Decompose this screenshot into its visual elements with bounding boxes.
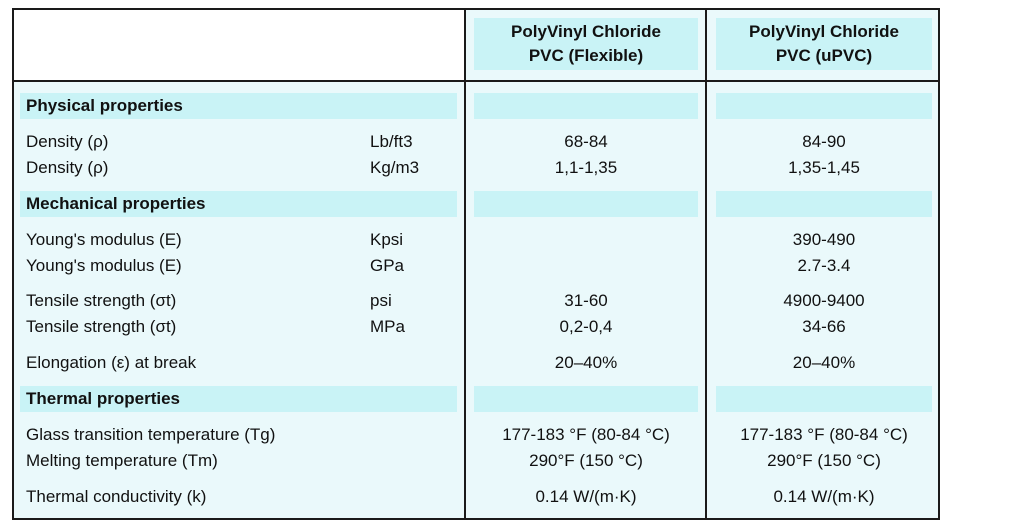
row-label-glass-transition: Glass transition temperature (Tg) — [26, 425, 276, 444]
section-title-mechanical: Mechanical properties — [26, 194, 206, 213]
value-upvc-elongation: 20–40% — [792, 353, 856, 372]
row-label-density: Density (ρ) — [26, 158, 109, 177]
row-label-youngs-modulus: Young's modulus (E) — [26, 256, 182, 275]
column-header-upvc-line2: PVC (uPVC) — [775, 46, 873, 65]
row-label-tensile-strength: Tensile strength (σt) — [26, 317, 177, 336]
row-label-thermal-conductivity: Thermal conductivity (k) — [26, 487, 207, 506]
value-flexible-glass-transition: 177-183 °F (80-84 °C) — [502, 425, 670, 444]
row-unit-density-lb: Lb/ft3 — [370, 132, 413, 151]
value-upvc-thermal-conductivity: 0.14 W/(m·K) — [773, 487, 875, 506]
column-header-flexible-line2: PVC (Flexible) — [528, 46, 644, 65]
section-band-physical-flex — [474, 93, 698, 119]
section-band-physical-upvc — [716, 93, 932, 119]
row-unit-density-kg: Kg/m3 — [370, 158, 420, 177]
row-unit-youngs-kpsi: Kpsi — [370, 230, 404, 249]
value-upvc-tensile-psi: 4900-9400 — [783, 291, 865, 310]
value-upvc-youngs-kpsi: 390-490 — [792, 230, 856, 249]
value-upvc-youngs-gpa: 2.7-3.4 — [797, 256, 851, 275]
value-flexible-thermal-conductivity: 0.14 W/(m·K) — [535, 487, 637, 506]
header-empty-cell — [14, 10, 464, 80]
section-band-mechanical-upvc — [716, 191, 932, 217]
section-band-thermal-flex — [474, 386, 698, 412]
section-band-thermal-upvc — [716, 386, 932, 412]
value-flexible-density-kg: 1,1-1,35 — [554, 158, 618, 177]
value-upvc-tensile-mpa: 34-66 — [802, 317, 846, 336]
row-unit-tensile-mpa: MPa — [370, 317, 405, 336]
value-flexible-tensile-mpa: 0,2-0,4 — [559, 317, 613, 336]
section-band-mechanical-flex — [474, 191, 698, 217]
column-divider-2 — [705, 8, 707, 520]
value-upvc-melting-temperature: 290°F (150 °C) — [767, 451, 881, 470]
value-upvc-density-lb: 84-90 — [802, 132, 846, 151]
column-header-flexible — [474, 20, 698, 68]
value-upvc-density-kg: 1,35-1,45 — [788, 158, 860, 177]
row-label-elongation: Elongation (ε) at break — [26, 353, 197, 372]
column-header-upvc — [716, 20, 932, 68]
value-flexible-density-lb: 68-84 — [564, 132, 608, 151]
row-label-youngs-modulus: Young's modulus (E) — [26, 230, 182, 249]
row-label-melting-temperature: Melting temperature (Tm) — [26, 451, 218, 470]
section-title-physical: Physical properties — [26, 96, 183, 115]
value-upvc-glass-transition: 177-183 °F (80-84 °C) — [740, 425, 908, 444]
section-title-thermal: Thermal properties — [26, 389, 180, 408]
value-flexible-elongation: 20–40% — [554, 353, 618, 372]
row-unit-tensile-psi: psi — [370, 291, 392, 310]
value-flexible-melting-temperature: 290°F (150 °C) — [529, 451, 643, 470]
column-divider-1 — [464, 8, 466, 520]
column-header-upvc-line1: PolyVinyl Chloride — [749, 22, 899, 41]
column-header-flexible-line1: PolyVinyl Chloride — [511, 22, 661, 41]
header-divider — [12, 80, 940, 82]
value-flexible-tensile-psi: 31-60 — [564, 291, 608, 310]
row-unit-youngs-gpa: GPa — [370, 256, 405, 275]
row-label-tensile-strength: Tensile strength (σt) — [26, 291, 177, 310]
row-label-density: Density (ρ) — [26, 132, 109, 151]
